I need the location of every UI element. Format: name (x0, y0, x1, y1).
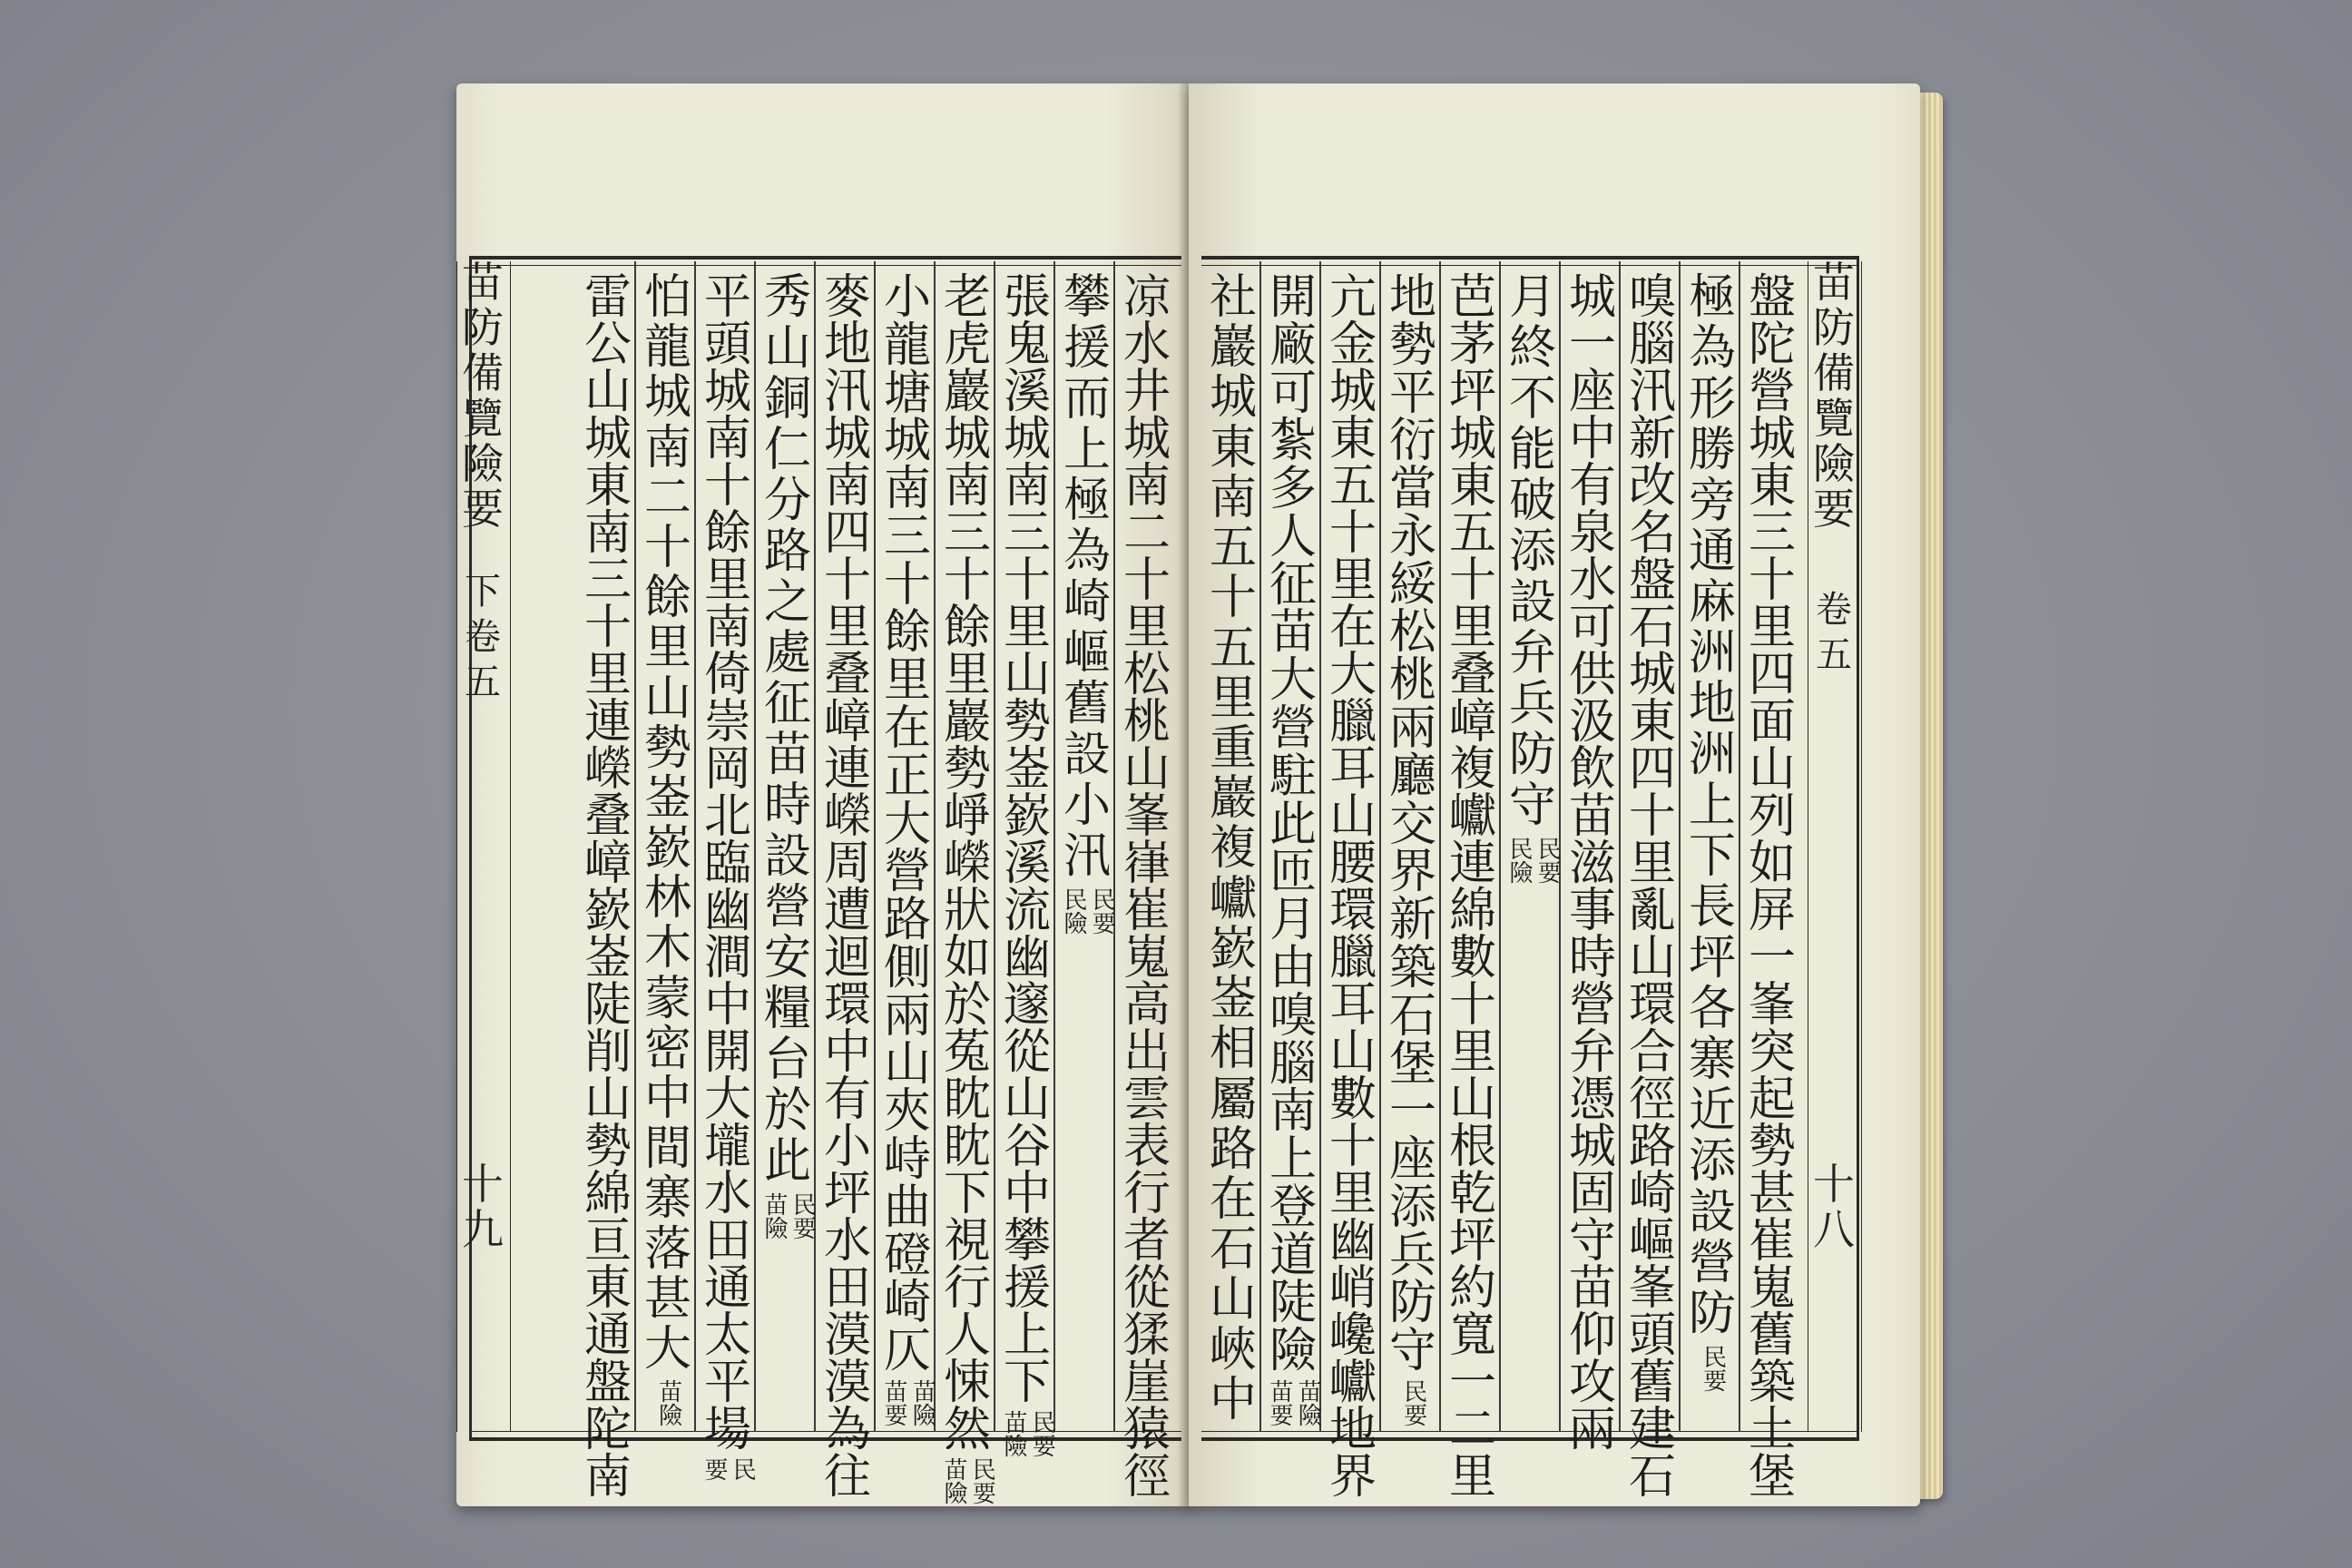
text-column: 盤 陀 營 城 東 三 十 里 四 面 山 列 如 屏 一 峯 突 起 勢 甚 崔 嵬 舊 築 土 堡 (1748, 270, 1796, 1504)
left-banxin-title: 苗 防 備 覽 險 要 (462, 258, 504, 534)
annotation-note: 民要 苗險 (760, 1192, 817, 1240)
right-banxin-title: 苗 防 備 覽 險 要 (1813, 258, 1855, 534)
text-column: 秀 山 銅 仁 分 路 之 處 征 苗 時 設 營 安 糧 台 於 此 民要 苗險 (760, 270, 817, 1240)
text-column: 嗅 腦 汛 新 改 名 盤 石 城 東 四 十 里 亂 山 環 合 徑 路 崎 嶇 峯 頭 舊 建 石 (1628, 270, 1676, 1504)
text-column: 極 為 形 勝 旁 通 麻 洲 地 洲 上 下 長 坪 各 寨 近 添 設 營 防 民要 (1688, 270, 1736, 1392)
annotation-note: 苗險 (654, 1379, 682, 1427)
text-column: 老 虎 巖 城 南 三 十 餘 里 巖 勢 崢 嶸 狀 如 於 菟 眈 眈 下 視 行 人 悚 然 民要 苗險 (940, 270, 996, 1504)
text-column: 社 巖 城 東 南 五 十 五 里 重 巖 複 巘 嶔 崟 相 屬 路 在 石 山 峽 中 (1209, 270, 1257, 1427)
text-column: 地 勢 平 衍 當 永 綏 松 桃 兩 廳 交 界 新 築 石 堡 一 座 添 兵 防 守 民要 (1388, 270, 1436, 1426)
right-page (1189, 83, 1920, 1506)
annotation-note: 民要 苗險 (940, 1457, 996, 1504)
annotation-note: 民要 (1699, 1345, 1727, 1392)
text-column: 城 一 座 中 有 泉 水 可 供 汲 飲 苗 滋 事 時 營 弁 憑 城 固 守 苗 仰 攻 兩 (1568, 270, 1616, 1457)
right-banxin-juan: 卷 五 (1816, 589, 1852, 676)
left-page (456, 83, 1193, 1506)
left-banxin-juan: 下 卷 五 (465, 571, 501, 703)
text-column: 麥 地 汛 城 南 四 十 里 叠 嶂 連 嶸 周 遭 迴 環 中 有 小 坪 水 田 漠 漠 為 往 (823, 270, 871, 1504)
text-column: 凉 水 井 城 南 二 十 里 松 桃 山 峯 嵂 崔 嵬 高 出 雲 表 行 者 從 猱 崖 猿 徑 (1122, 270, 1171, 1504)
annotation-note: 民要 苗險 (1000, 1410, 1056, 1457)
annotation-note: 苗險 苗要 (880, 1378, 936, 1426)
annotation-note: 民要 民險 (1060, 887, 1116, 935)
annotation-note: 民要 民險 (1505, 837, 1562, 884)
text-column: 芭 茅 坪 城 東 五 十 里 叠 嶂 複 巘 連 綿 數 十 里 山 根 乾 坪 約 寬 一 二 里 (1448, 270, 1496, 1504)
text-column: 攀 援 而 上 極 為 崎 嶇 舊 設 小 汛 民要 民險 (1060, 270, 1116, 935)
left-folio: 十 九 (462, 1160, 504, 1254)
annotation-note: 苗險 苗要 (1266, 1378, 1322, 1426)
open-book (456, 83, 1943, 1515)
right-folio: 十 八 (1813, 1160, 1855, 1254)
annotation-note: 民 要 (701, 1457, 757, 1481)
text-column: 張 鬼 溪 城 南 三 十 里 山 勢 崟 嶔 溪 流 幽 邃 從 山 谷 中 攀 援 上 下 民要 苗險 (1000, 270, 1056, 1457)
text-column: 亢 金 城 東 五 十 里 在 大 臘 耳 山 腰 環 臘 耳 山 數 十 里 幽 峭 巉 巘 地 界 (1328, 270, 1377, 1504)
text-column: 怕 龍 城 南 二 十 餘 里 山 勢 崟 嶔 林 木 蒙 密 中 間 寨 落 甚 大 苗險 (643, 270, 691, 1427)
text-column: 開 廠 可 紮 多 人 征 苗 大 營 駐 此 匝 月 由 嗅 腦 南 上 登 道 陡 險 苗險 苗要 (1266, 270, 1322, 1426)
text-column: 月 終 不 能 破 添 設 弁 兵 防 守 民要 民險 (1505, 270, 1562, 884)
text-column: 雷 公 山 城 東 南 三 十 里 連 嶸 叠 嶂 嶔 崟 陡 削 山 勢 綿 亘 東 通 盤 陀 南 (583, 270, 632, 1504)
text-column: 平 頭 城 南 十 餘 里 南 倚 崇 岡 北 臨 幽 澗 中 開 大 壠 水 田 通 太 平 場 民 要 (701, 270, 757, 1481)
text-column: 小 龍 塘 城 南 三 十 餘 里 在 正 大 營 路 側 兩 山 夾 峙 曲 磴 崎 仄 苗險 苗要 (880, 270, 936, 1426)
annotation-note: 民要 (1399, 1378, 1427, 1426)
